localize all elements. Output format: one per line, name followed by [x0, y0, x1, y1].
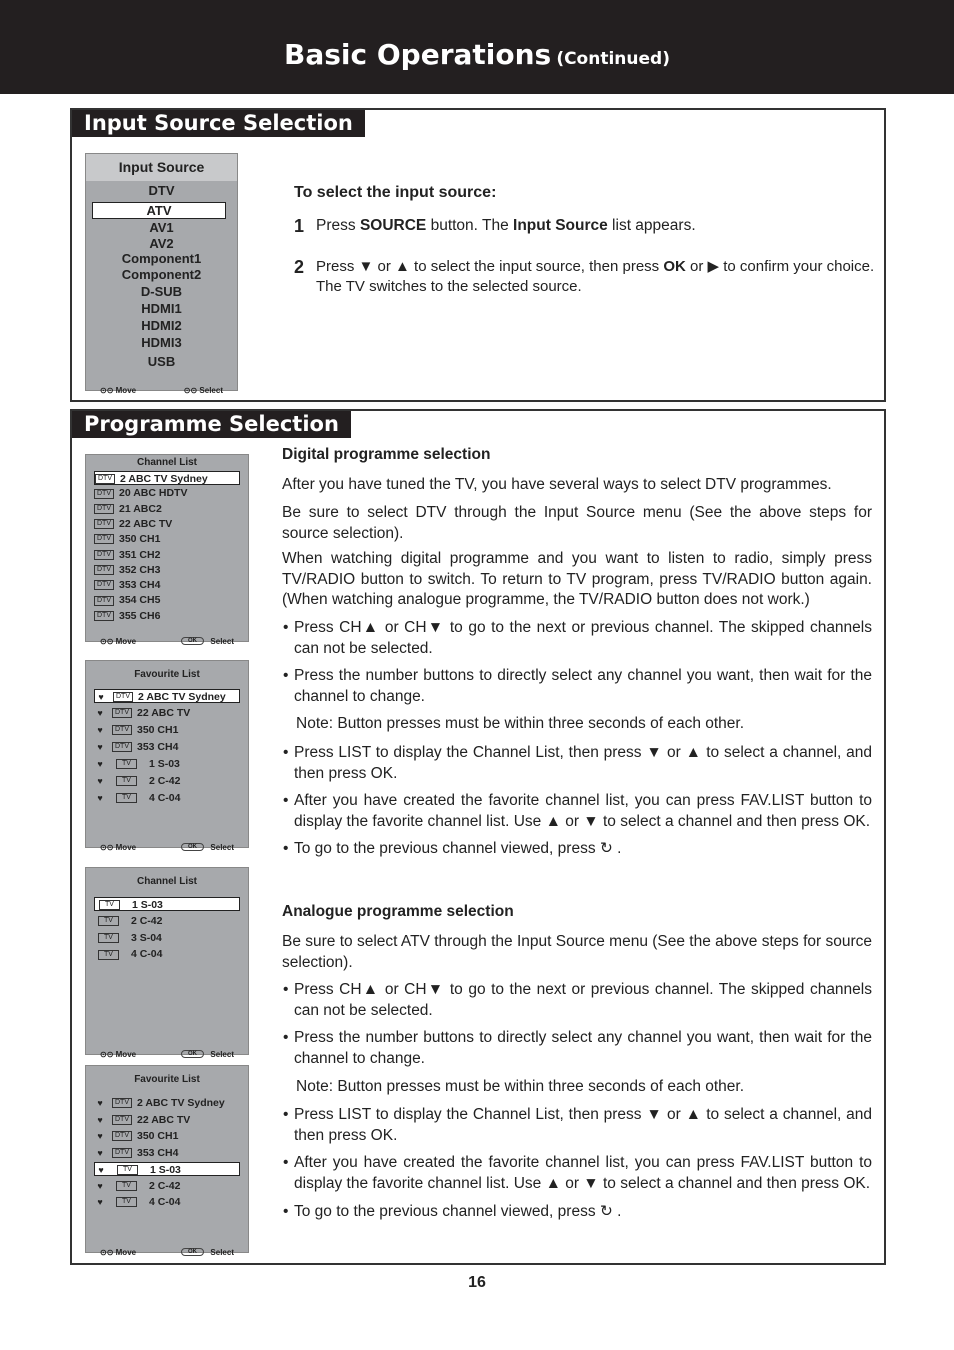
channel-name: 2 C-42: [148, 1179, 181, 1192]
source-tag: DTV: [113, 692, 133, 702]
channel-name: 22 ABC TV: [137, 707, 191, 719]
page-title: Basic Operations: [284, 38, 552, 71]
input-source-menu: [85, 153, 238, 395]
source-tag: DTV: [94, 534, 114, 544]
source-tag: TV: [117, 1165, 138, 1175]
source-tag: DTV: [112, 1148, 132, 1158]
channel-name: 2 ABC TV Sydney: [138, 691, 226, 703]
digital-bullet-4: • After you have created the favorite channel list, you can press FAV.LIST button to display the favorite channel list. Use ▲ or ▼ to select a channel and then press OK.: [294, 791, 872, 832]
favourite-heart-icon: ♥: [97, 1147, 103, 1158]
analogue-bullet-4: • After you have created the favorite channel list, you can press FAV.LIST button to display the favorite channel list. Use ▲ or ▼ to select a channel and then press OK.: [294, 1153, 872, 1194]
page-header: [0, 0, 954, 94]
channel-name: 3 S-04: [130, 931, 162, 944]
favourite-heart-icon: ♥: [97, 776, 103, 786]
input-source-menu-title: Input Source: [86, 154, 237, 181]
channel-row[interactable]: [94, 563, 240, 577]
favourite-list-menu-atv: Favourite List ♥ DTV 2 ABC TV Sydney ♥ DTV 22 ABC TV ♥ DTV 350 CH1 ♥ DTV 353 CH4 ♥ TV 1 S-03 ♥ TV 2 C-42 ♥ TV 4 C-04 ⊙⊙ Move OK Select: [85, 1065, 249, 1253]
analogue-paragraph-1: Be sure to select ATV through the Input Source menu (See the above steps for source selection).: [282, 933, 872, 971]
favourite-heart-icon: ♥: [97, 742, 103, 752]
source-tag: DTV: [94, 519, 114, 529]
input-source-option[interactable]: HDMI2: [141, 318, 182, 333]
source-tag: DTV: [94, 611, 114, 621]
input-source-option[interactable]: HDMI3: [141, 335, 182, 350]
channel-list-menu-dtv: Channel List DTV 2 ABC TV Sydney DTV 20 ABC HDTV DTV 21 ABC2 DTV 22 ABC TV DTV 350 CH1 DTV 351 CH2 DTV 352 CH3 DTV 353 CH4 DTV 354 CH5 DTV 355 CH6 ⊙⊙ Move OK Select: [85, 454, 249, 642]
step-1-text: Press SOURCE button. The Input Source list appears.: [316, 217, 696, 234]
source-tag: DTV: [112, 1098, 132, 1108]
digital-heading: Digital programme selection: [282, 446, 491, 463]
source-tag: TV: [116, 1197, 137, 1207]
favourite-heart-icon: ♥: [97, 1098, 103, 1108]
channel-row[interactable]: [94, 791, 240, 805]
channel-row[interactable]: [94, 931, 240, 945]
input-source-option[interactable]: Component1: [121, 251, 202, 266]
source-tag: DTV: [112, 708, 132, 718]
favourite-list-title: Favourite List: [134, 669, 200, 680]
channel-row[interactable]: [94, 774, 240, 788]
input-source-option[interactable]: HDMI1: [141, 301, 182, 316]
favourite-heart-icon: ♥: [98, 692, 104, 702]
channel-name: 4 C-04: [130, 948, 163, 961]
favourite-heart-icon: ♥: [97, 1131, 103, 1141]
digital-paragraph-1: After you have tuned the TV, you have several ways to select DTV programmes.: [282, 476, 832, 493]
channel-row[interactable]: [94, 517, 240, 531]
channel-name: 354 CH5: [119, 594, 161, 607]
channel-row[interactable]: [94, 706, 240, 720]
channel-row[interactable]: [94, 897, 240, 911]
input-source-option[interactable]: ATV: [92, 202, 226, 219]
channel-row[interactable]: [94, 740, 240, 754]
input-source-section-title: Input Source Selection: [72, 110, 365, 137]
channel-row[interactable]: [94, 593, 240, 607]
channel-name: 353 CH4: [137, 1146, 179, 1159]
favourite-heart-icon: ♥: [98, 1165, 104, 1175]
input-source-section: [70, 108, 886, 402]
channel-name: 1 S-03: [131, 899, 163, 911]
channel-name: 2 ABC TV Sydney: [120, 473, 208, 485]
channel-name: 352 CH3: [119, 563, 161, 576]
source-tag: TV: [116, 759, 137, 769]
source-tag: DTV: [112, 742, 132, 752]
channel-row[interactable]: [94, 1113, 240, 1127]
favourite-heart-icon: ♥: [97, 1197, 103, 1207]
channel-row[interactable]: [94, 1146, 240, 1160]
source-tag: DTV: [94, 550, 114, 560]
channel-row[interactable]: [94, 757, 240, 771]
channel-name: 22 ABC TV: [137, 1113, 191, 1126]
channel-row[interactable]: [94, 532, 240, 546]
channel-name: 2 ABC TV Sydney: [137, 1097, 225, 1109]
move-hint: ⊙⊙ Move: [100, 386, 137, 395]
source-tag: DTV: [94, 489, 114, 499]
favourite-heart-icon: ♥: [97, 1180, 103, 1191]
select-hint: ⊙⊙ Select: [183, 386, 223, 395]
step-2-text: Press ▼ or ▲ to select the input source, then press OK or ▶ to confirm your choice. The TV switches to the selected source.: [316, 258, 875, 295]
channel-name: 21 ABC2: [119, 502, 162, 515]
source-tag: DTV: [94, 504, 114, 514]
channel-list-title: Channel List: [136, 457, 197, 468]
source-tag: DTV: [95, 474, 115, 484]
page-subtitle: (Continued): [556, 49, 670, 69]
channel-name: 353 CH4: [137, 741, 179, 753]
step-1-number: 1: [294, 216, 305, 236]
channel-name: 4 C-04: [148, 792, 181, 804]
source-tag: DTV: [94, 565, 114, 575]
channel-row[interactable]: [94, 914, 240, 928]
channel-row[interactable]: [94, 578, 240, 592]
source-tag: DTV: [112, 1115, 132, 1125]
programme-section-title: Programme Selection: [72, 411, 351, 438]
digital-bullet-5: • To go to the previous channel viewed, press ↻ .: [294, 839, 872, 860]
channel-row[interactable]: [94, 502, 240, 516]
input-source-option[interactable]: Component2: [121, 267, 202, 282]
channel-row[interactable]: [94, 1179, 240, 1193]
channel-name: 1 S-03: [149, 1164, 181, 1176]
channel-name: 2 C-42: [148, 775, 181, 787]
digital-paragraph-2: Be sure to select DTV through the Input Source menu (See the above steps for source selection).: [282, 504, 872, 542]
channel-list-title: Channel List: [136, 876, 197, 887]
page-title-line: [0, 38, 954, 71]
page-number: 16: [468, 1274, 486, 1291]
channel-row[interactable]: [94, 689, 240, 703]
channel-name: 351 CH2: [119, 548, 161, 561]
source-tag: TV: [116, 1181, 137, 1191]
channel-row[interactable]: [94, 1096, 240, 1110]
channel-name: 22 ABC TV: [119, 517, 173, 530]
input-source-option[interactable]: D-SUB: [140, 284, 183, 299]
channel-row[interactable]: [94, 548, 240, 562]
source-tag: TV: [98, 950, 119, 960]
source-tag: TV: [116, 793, 137, 803]
source-tag: DTV: [94, 596, 114, 606]
channel-row[interactable]: [94, 609, 240, 623]
favourite-list-title: Favourite List: [134, 1074, 200, 1085]
input-source-option[interactable]: DTV: [148, 183, 175, 198]
channel-row[interactable]: [94, 723, 240, 737]
channel-name: 353 CH4: [119, 579, 161, 592]
channel-row[interactable]: [94, 947, 240, 961]
favourite-list-menu-dtv: Favourite List ♥ DTV 2 ABC TV Sydney ♥ DTV 22 ABC TV ♥ DTV 350 CH1 ♥ DTV 353 CH4 ♥ TV 1 S-03 ♥ TV 2 C-42 ♥ TV 4 C-04 ⊙⊙ Move OK Select: [85, 660, 249, 848]
channel-name: 350 CH1: [137, 1130, 179, 1142]
analogue-bullet-3: • Press LIST to display the Channel List, then press ▼ or ▲ to select a channel, and then press OK.: [294, 1105, 872, 1146]
channel-row[interactable]: [94, 1162, 240, 1176]
channel-row[interactable]: [94, 1195, 240, 1209]
source-tag: TV: [116, 776, 137, 786]
channel-row[interactable]: [94, 1129, 240, 1143]
favourite-heart-icon: ♥: [97, 759, 103, 769]
input-source-option[interactable]: AV1: [149, 220, 174, 235]
programme-selection-section: [70, 409, 886, 1265]
digital-note: Note: Button presses must be within three seconds of each other.: [296, 715, 745, 732]
favourite-heart-icon: ♥: [97, 793, 103, 803]
analogue-bullet-1: • Press CH▲ or CH▼ to go to the next or previous channel. The skipped channels can not be selected.: [294, 980, 872, 1021]
channel-name: 4 C-04: [148, 1196, 181, 1208]
digital-bullet-3: • Press LIST to display the Channel List, then press ▼ or ▲ to select a channel, and then press OK.: [294, 743, 872, 784]
source-tag: DTV: [112, 725, 132, 735]
analogue-bullet-2: • Press the number buttons to directly select any channel you want, then wait for the channel to change.: [294, 1028, 872, 1069]
channel-list-menu-atv: Channel List TV 1 S-03 TV 2 C-42 TV 3 S-04 TV 4 C-04 ⊙⊙ Move OK Select: [85, 867, 249, 1055]
channel-name: 20 ABC HDTV: [119, 487, 188, 500]
input-source-heading: To select the input source:: [294, 184, 497, 201]
input-source-option[interactable]: USB: [147, 354, 176, 369]
step-2-number: 2: [294, 257, 305, 277]
source-tag: TV: [98, 933, 119, 943]
analogue-bullet-5: • To go to the previous channel viewed, press ↻ .: [294, 1202, 872, 1223]
analogue-note: Note: Button presses must be within three seconds of each other.: [296, 1078, 745, 1095]
digital-bullet-1: • Press CH▲ or CH▼ to go to the next or previous channel. The skipped channels can not be selected.: [294, 618, 872, 659]
channel-name: 350 CH1: [137, 724, 179, 736]
favourite-heart-icon: ♥: [97, 708, 103, 718]
channel-name: 350 CH1: [119, 533, 161, 546]
source-tag: DTV: [112, 1131, 132, 1141]
channel-row[interactable]: [94, 486, 240, 500]
source-tag: DTV: [94, 580, 114, 590]
channel-name: 2 C-42: [130, 914, 163, 927]
favourite-heart-icon: ♥: [97, 1114, 103, 1125]
channel-name: 1 S-03: [148, 758, 180, 770]
analogue-heading: Analogue programme selection: [282, 903, 514, 920]
favourite-heart-icon: ♥: [97, 725, 103, 735]
channel-row[interactable]: [94, 471, 240, 485]
channel-name: 355 CH6: [119, 609, 161, 622]
source-tag: TV: [98, 916, 119, 926]
input-source-option[interactable]: AV2: [149, 236, 174, 251]
digital-paragraph-3: When watching digital programme and you want to listen to radio, simply press TV/RADIO button to switch. To return to TV program, press TV/RADIO button again. (When watching analogue programme, the TV/RADIO button does not work.): [282, 550, 872, 608]
digital-bullet-2: • Press the number buttons to directly select any channel you want, then wait for the channel to change.: [294, 666, 872, 707]
source-tag: TV: [99, 900, 120, 910]
